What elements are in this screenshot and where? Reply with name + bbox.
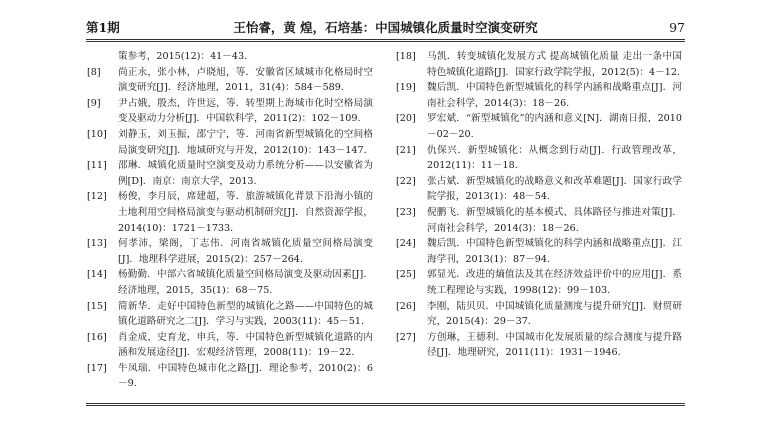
reference-item bbox=[87, 189, 373, 236]
page-header bbox=[86, 18, 685, 38]
reference-text: 杨俊，李月辰，席建超，等．旅游城镇化背景下沿海小镇的土地利用空间格局演变与驱动机制研究[J]．自然资源学报，2014(10)：1721－1733. bbox=[118, 191, 373, 234]
reference-text: 尚正永，张小林，卢晓旭，等．安徽省区域城市化格局时空演变研究[J]．经济地理，2011，31(4)：584－589. bbox=[118, 66, 373, 94]
reference-item bbox=[87, 158, 373, 189]
reference-text: 魏后凯．中国特色新型城镇化的科学内涵和战略重点[J]．江海学刊，2013(1)：87－94. bbox=[427, 238, 682, 265]
reference-text: 倪鹏飞．新型城镇化的基本模式、具体路径与推进对策[J]．河南社会科学，2014(3)：18－26. bbox=[427, 206, 682, 234]
reference-text: 刘静玉，刘玉振，邵宁宁，等．河南省新型城镇化的空间格局演变研究[J]．地域研究与开发，2012(10)：143－147. bbox=[118, 128, 373, 156]
reference-item bbox=[396, 174, 682, 205]
reference-number: [23] bbox=[396, 206, 416, 218]
header-rule bbox=[86, 39, 685, 40]
reference-number: [10] bbox=[87, 128, 107, 140]
reference-number: [14] bbox=[87, 269, 107, 281]
reference-number: [13] bbox=[87, 238, 107, 250]
reference-text: 魏后凯．中国特色新型城镇化的科学内涵和战略重点[J]．河南社会科学，2014(3)：18－26. bbox=[427, 82, 682, 109]
reference-item bbox=[396, 49, 682, 80]
reference-text: 何孝沛，梁阁，丁志伟．河南省城镇化质量空间格局演变[J]．地理科学进展，2015(2)：257－264. bbox=[118, 238, 373, 265]
reference-number: [11] bbox=[87, 160, 107, 172]
reference-number: [21] bbox=[396, 144, 416, 156]
reference-item bbox=[396, 299, 682, 330]
reference-text: 杨勤勤．中部六省城镇化质量空间格局演变及驱动因素[J]．经济地理，2015，35(1)：68－75. bbox=[118, 269, 373, 296]
reference-item bbox=[87, 236, 373, 267]
reference-number: [8] bbox=[87, 66, 101, 78]
reference-item bbox=[396, 267, 682, 298]
reference-text: 方创琳，王德利．中国城市化发展质量的综合测度与提升路径[J]．地理研究，2011(11)：1931－1946. bbox=[427, 331, 682, 359]
page-number: 97 bbox=[669, 20, 685, 35]
reference-text: 简新华．走好中国特色新型的城镇化之路——中国特色的城镇化道路研究之二[J]．学习与实践，2003(11)：45－51. bbox=[118, 300, 373, 328]
reference-text: 罗宏斌．“新型城镇化”的内涵和意义[N]．湖南日报，2010－02－20. bbox=[427, 113, 682, 140]
reference-number: [19] bbox=[396, 82, 416, 94]
reference-item bbox=[87, 267, 373, 298]
reference-item bbox=[87, 65, 373, 96]
reference-number: [24] bbox=[396, 238, 416, 250]
reference-number: [27] bbox=[396, 331, 416, 343]
reference-text: 尹占娥，殷杰，许世远，等．转型期上海城市化时空格局演变及驱动力分析[J]．中国软科学，2011(2)：102－109. bbox=[118, 97, 373, 125]
header-rule-double bbox=[86, 41, 685, 42]
reference-item bbox=[87, 49, 373, 65]
reference-text: 策参考，2015(12)：41－43. bbox=[118, 51, 248, 62]
reference-number: [9] bbox=[87, 97, 101, 109]
reference-number: [16] bbox=[87, 331, 107, 343]
reference-number: [26] bbox=[396, 300, 416, 312]
reference-text: 牛凤瑞．中国特色城市化之路[J]．理论参考，2010(2)：6－9. bbox=[118, 362, 373, 390]
reference-text: 仇保兴．新型城镇化：从概念到行动[J]．行政管理改革，2012(11)：11－18. bbox=[427, 144, 682, 172]
reference-item bbox=[396, 236, 682, 267]
reference-text: 马凯．转变城镇化发展方式 提高城镇化质量 走出一条中国特色城镇化道路[J]．国家行政学院学报，2012(5)：4－12. bbox=[427, 51, 682, 78]
reference-number: [12] bbox=[87, 191, 107, 203]
reference-number: [22] bbox=[396, 175, 416, 187]
reference-text: 肖金成，史育龙，申兵，等．中国特色新型城镇化道路的内涵和发展途径[J]．宏观经济管理，2008(11)：19－22. bbox=[118, 331, 373, 359]
reference-number: [20] bbox=[396, 113, 416, 125]
reference-number: [18] bbox=[396, 51, 416, 62]
reference-column-left bbox=[87, 49, 373, 392]
reference-item bbox=[396, 111, 682, 142]
reference-item bbox=[396, 330, 682, 361]
reference-text: 郭显光．改进的熵值法及其在经济效益评价中的应用[J]．系统工程理论与实践，1998(12)：99－103. bbox=[427, 269, 682, 296]
reference-item bbox=[87, 127, 373, 158]
reference-text: 邵琳．城镇化质量时空演变及动力系统分析——以安徽省为例[D]．南京：南京大学，2013. bbox=[118, 160, 373, 187]
reference-item bbox=[87, 361, 373, 392]
reference-item bbox=[396, 205, 682, 236]
reference-text: 张占斌．新型城镇化的战略意义和改革难题[J]．国家行政学院学报，2013(1)：48－54. bbox=[427, 175, 682, 203]
reference-number: [17] bbox=[87, 362, 107, 374]
reference-column-right bbox=[396, 49, 682, 361]
reference-item bbox=[396, 143, 682, 174]
footer-rule-double bbox=[86, 405, 685, 406]
reference-item bbox=[87, 96, 373, 127]
running-title: 王怡睿，黄 煌，石培基：中国城镇化质量时空演变研究 bbox=[233, 20, 538, 35]
reference-item bbox=[396, 80, 682, 111]
issue-label: 第1期 bbox=[86, 20, 120, 35]
reference-number: [15] bbox=[87, 300, 107, 312]
reference-item bbox=[87, 330, 373, 361]
reference-text: 李刚，陆贝贝．中国城镇化质量测度与提升研究[J]．财贸研究，2015(4)：29－37. bbox=[427, 300, 682, 328]
reference-number: [25] bbox=[396, 269, 416, 281]
reference-item bbox=[87, 299, 373, 330]
footer-rule bbox=[86, 403, 685, 404]
